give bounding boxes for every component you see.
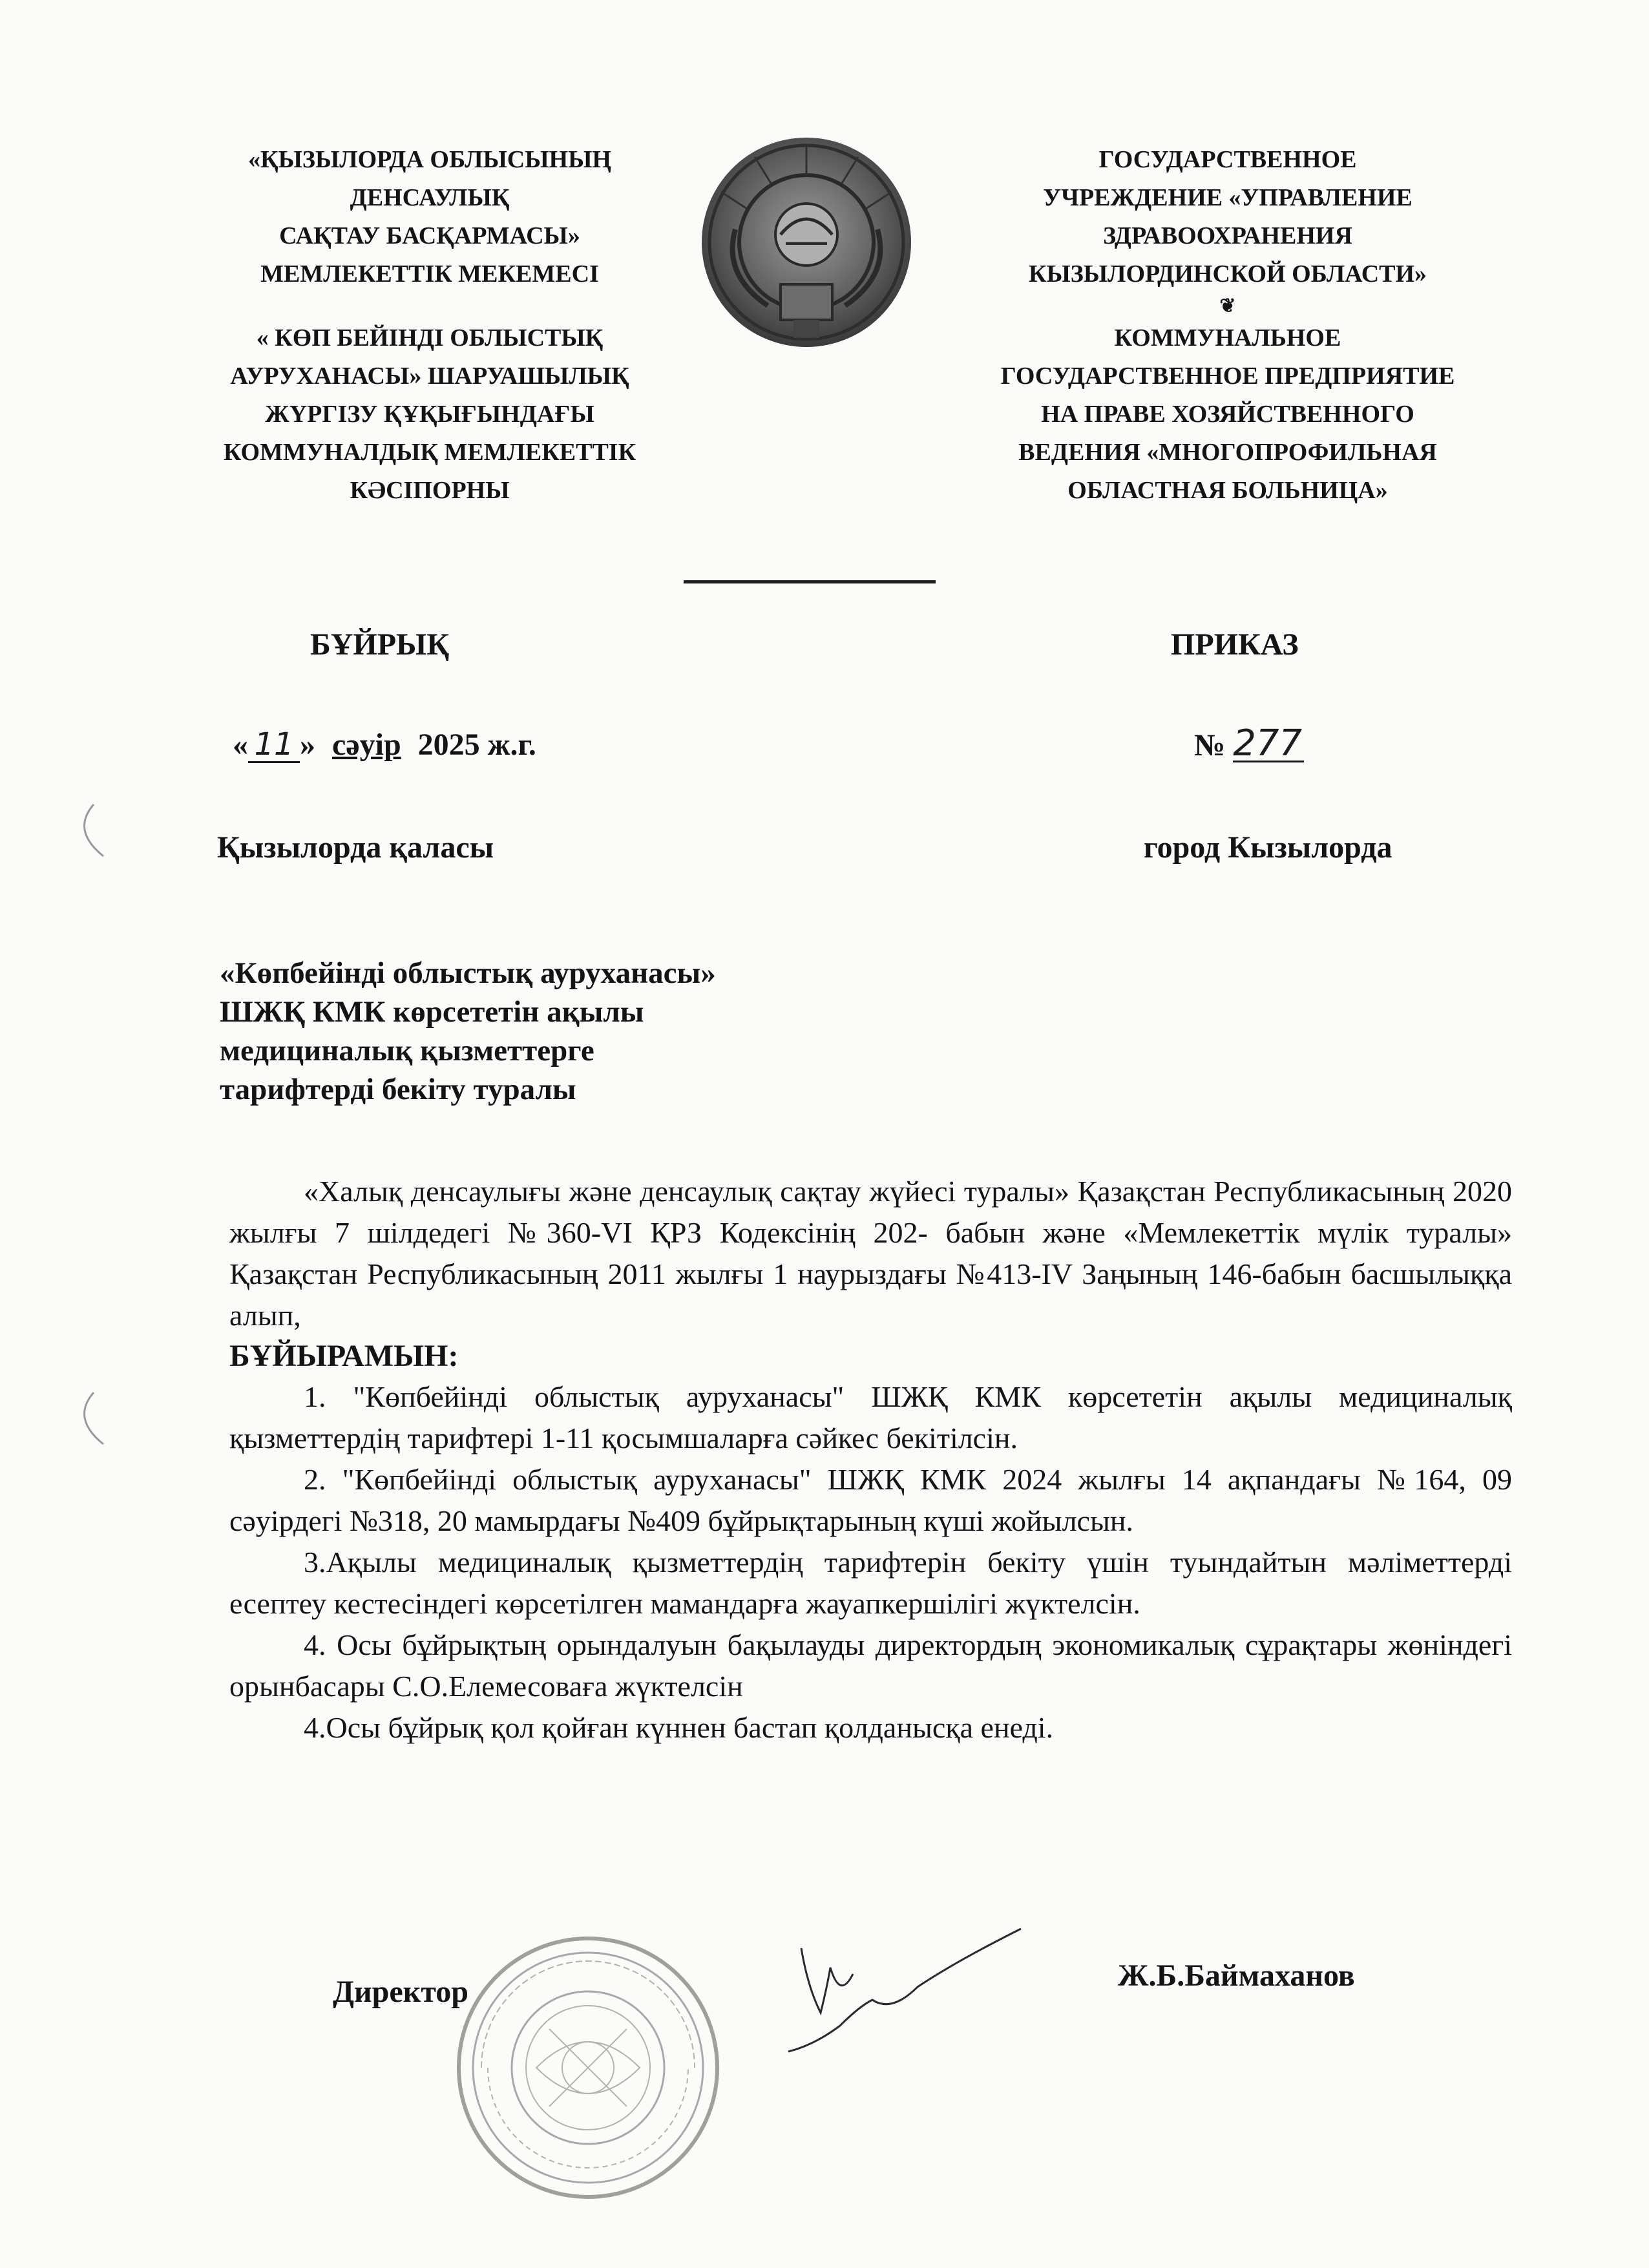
order-item: 4.Осы бұйрық қол қойған күннен бастап қолданысқа енеді. (304, 1711, 1054, 1744)
date-quote-open: « (233, 728, 248, 762)
signature-position: Директор (333, 1975, 468, 2009)
order-date (233, 727, 536, 763)
subject-line: ШЖҚ КМК көрсететін ақылы (220, 995, 644, 1029)
order-item: 1. "Көпбейінді облыстық ауруханасы" ШЖҚ КМК көрсететін ақылы медициналық қызметтердің тарифтері 1-11 қосымшаларға сәйкес бекітілсін. (229, 1380, 1512, 1454)
header-right-line: ГОСУДАРСТВЕННОЕ ПРЕДПРИЯТИЕ (1000, 362, 1455, 390)
city-kz: Қызылорда қаласы (217, 830, 494, 865)
header-right-line: ОБЛАСТНАЯ БОЛЬНИЦА» (1067, 477, 1388, 504)
subject-line: тарифтерді бекіту туралы (220, 1073, 576, 1106)
signature-name: Ж.Б.Баймаханов (1118, 1958, 1355, 1993)
header-left-line: АУРУХАНАСЫ» ШАРУАШЫЛЫҚ (230, 362, 629, 390)
command-word: БҰЙЫРАМЫН: (229, 1339, 459, 1373)
subject-line: «Көпбейінді облыстық ауруханасы» (220, 956, 716, 990)
header-left-line: КОММУНАЛДЫҚ МЕМЛЕКЕТТІК (223, 439, 636, 466)
subject-line: медициналық қызметтерге (220, 1034, 594, 1067)
handwritten-signature-icon (762, 1909, 1034, 2058)
header-left-line: САҚТАУ БАСҚАРМАСЫ» (279, 222, 580, 249)
order-body (229, 1171, 1512, 1748)
date-day: 11 (248, 728, 300, 763)
header-right-line: НА ПРАВЕ ХОЗЯЙСТВЕННОГО (1041, 401, 1414, 428)
header-left-line: КӘСІПОРНЫ (350, 477, 510, 504)
order-item: 2. "Көпбейінді облыстық ауруханасы" ШЖҚ КМК 2024 жылғы 14 ақпандағы №164, 09 сәуірдегі №318, 20 мамырдағы №409 бұйрықтарының күші жойылсын. (229, 1463, 1512, 1537)
order-item: 4. Осы бұйрықтың орындалуын бақылауды директордың экономикалық сұрақтары жөніндегі орынбасары С.О.Елемесоваға жүктелсін (229, 1628, 1512, 1703)
number-value: 277 (1233, 727, 1304, 762)
header-right-line: ЗДРАВООХРАНЕНИЯ (1103, 222, 1352, 249)
preamble-paragraph: «Халық денсаулығы және денсаулық сақтау жүйесі туралы» Қазақстан Республикасының 2020 жылғы 7 шілдедегі №360-VI ҚРЗ Кодексінің 202- бабын және «Мемлекеттік мүлік туралы» Қазақстан Республикасының 2011 жылғы 1 наурыздағы №413-IV Заңының 146-бабын басшылыққа алып, (229, 1175, 1512, 1332)
scan-edge-mark-icon (68, 801, 107, 859)
header-left-line: « КӨП БЕЙІНДІ ОБЛЫСТЫҚ (256, 324, 604, 352)
header-left-line: «ҚЫЗЫЛОРДА ОБЛЫСЫНЫҢ (248, 146, 611, 173)
round-seal-icon (452, 1932, 724, 2203)
date-month: сәуір (332, 728, 401, 762)
order-title-ru: ПРИКАЗ (1171, 627, 1299, 662)
header-right-line: ВЕДЕНИЯ «МНОГОПРОФИЛЬНАЯ (1018, 439, 1437, 466)
header-right-line: ГОСУДАРСТВЕННОЕ (1098, 146, 1357, 173)
date-quote-close: » (300, 728, 315, 762)
header-right-line: КОММУНАЛЬНОЕ (1114, 324, 1341, 352)
header-left-line: МЕМЛЕКЕТТІК МЕКЕМЕСІ (260, 260, 599, 288)
header-right-line: КЫЗЫЛОРДИНСКОЙ ОБЛАСТИ» (1028, 260, 1427, 288)
scan-edge-mark-icon (68, 1389, 107, 1447)
order-title-kz: БҰЙРЫҚ (310, 627, 449, 662)
city-ru: город Кызылорда (1144, 830, 1392, 865)
header-right-line: УЧРЕЖДЕНИЕ «УПРАВЛЕНИЕ (1043, 184, 1413, 211)
order-item: 3.Ақылы медициналық қызметтердің тарифтерін бекіту үшін туындайтын мәліметтерді есептеу кестесіндегі көрсетілген мамандарға жауапкершілігі жүктелсін. (229, 1546, 1512, 1620)
date-year: 2025 ж.г. (417, 728, 536, 762)
header-left-org (97, 141, 762, 510)
number-prefix: № (1194, 728, 1226, 762)
header-left-line: ЖҮРГІЗУ ҚҰҚЫҒЫНДАҒЫ (265, 401, 594, 428)
header-separator (684, 580, 936, 583)
order-number (1194, 722, 1304, 764)
order-subject (220, 954, 716, 1109)
header-left-line: ДЕНСАУЛЫҚ (350, 184, 510, 211)
header-right-org (905, 141, 1551, 510)
state-emblem-icon (697, 132, 916, 352)
header-ornament-icon: ❦ (1219, 295, 1236, 317)
